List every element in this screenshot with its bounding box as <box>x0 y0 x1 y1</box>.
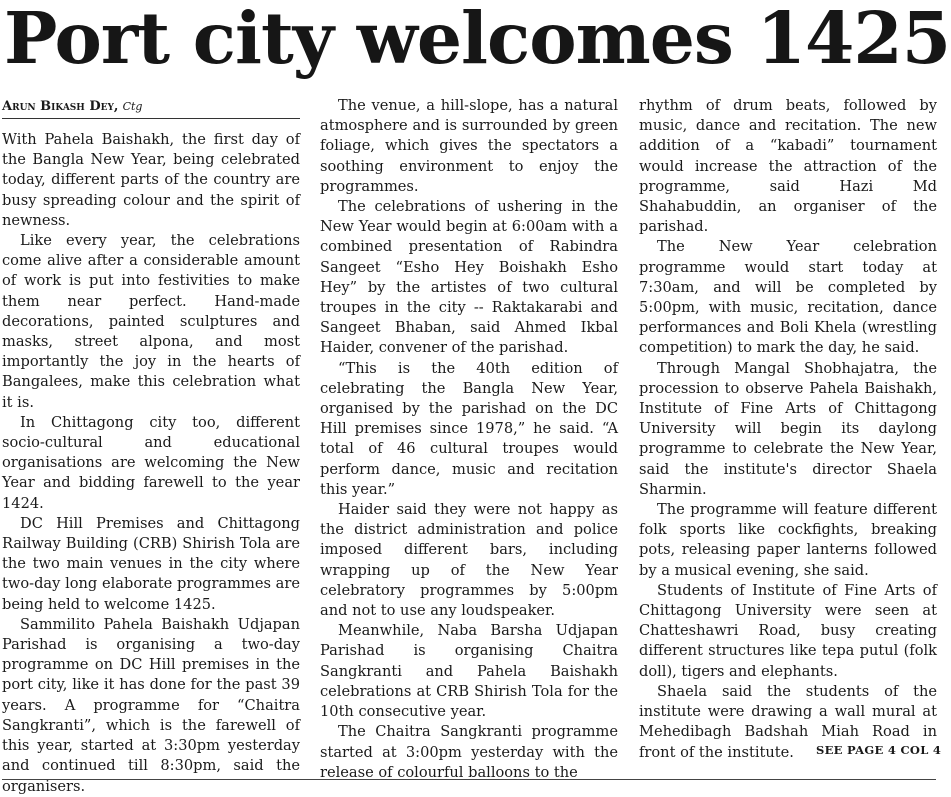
paragraph: Haider said they were not happy as the district administration and police imposed different bars, including wrapping up of the New Year celebratory programmes by 5:00pm and not to use any loudspeaker. <box>320 501 618 620</box>
byline-location: Ctg <box>122 100 143 113</box>
paragraph: In Chittagong city too, different socio-cultural and educational organisations are welcoming the New Year and bidding farewell to the year 1424. <box>2 413 300 512</box>
paragraph: The venue, a hill-slope, has a natural atmosphere and is surrounded by green foliage, which gives the spectators a soothing environment to enjoy the programmes. <box>320 97 618 195</box>
paragraph: Meanwhile, Naba Barsha Udjapan Parishad is organising Chaitra Sangkranti and Pahela Baishakh celebrations at CRB Shirish Tola for the 10th consecutive year. <box>320 622 618 721</box>
paragraph: With Pahela Baishakh, the first day of the Bangla New Year, being celebrated today, different parts of the country are busy spreading colour and the spirit of newness. <box>2 131 300 229</box>
paragraph: rhythm of drum beats, followed by music, dance and recitation. The new addition of a “kabadi” tournament would increase the attraction of the programme, said Hazi Md Shahabuddin, an organiser of the parishad. <box>639 97 937 236</box>
paragraph: Sammilito Pahela Baishakh Udjapan Parishad is organising a two-day programme on DC Hill premises in the port city, like it has done for the past 39 years. A programme for “Chaitra Sangkranti”, which is the farewell of this year, started at 3:30pm yesterday and continued till 8:30pm, said the organisers. <box>2 615 300 795</box>
headline: Port city welcomes 1425 <box>4 0 951 80</box>
paragraph: Students of Institute of Fine Arts of Chittagong University were seen at Chatteshawri Road, busy creating different structures like tepa putul (folk doll), tigers and elephants. <box>639 581 937 680</box>
paragraph: Shaela said the students of the institute were drawing a wall mural at Mehedibagh Badshah Miah Road in front of the institute. <box>639 682 937 761</box>
paragraph: The New Year celebration programme would start today at 7:30am, and will be completed by 5:00pm, with music, recitation, dance performances and Boli Khela (wrestling competition) to mark the day, he said. <box>639 238 937 357</box>
paragraph: “This is the 40th edition of celebrating the Bangla New Year, organised by the parishad on the DC Hill premises since 1978,” he said. “A total of 46 cultural troupes would perform dance, music and recitation this year.” <box>320 359 618 498</box>
paragraph: Through Mangal Shobhajatra, the procession to observe Pahela Baishakh, Institute of Fine Arts of Chittagong University will begin its daylong programme to celebrate the New Year, said the institute's director Shaela Sharmin. <box>639 359 937 498</box>
article-column-2 <box>320 96 618 783</box>
paragraph: The celebrations of ushering in the New Year would begin at 6:00am with a combined presentation of Rabindra Sangeet “Esho Hey Boishakh Esho Hey” by the artistes of two cultural troupes in the city -- Raktakarabi and Sangeet Bhaban, said Ahmed Ikbal Haider, convener of the parishad. <box>320 198 618 357</box>
paragraph: The Chaitra Sangkranti programme started at 3:00pm yesterday with the release of colourful balloons to the <box>320 723 618 781</box>
paragraph: Like every year, the celebrations come alive after a considerable amount of work is put into festivities to make them near perfect. Hand-made decorations, painted sculptures and masks, street alpona, and most importantly the joy in the hearts of Bangalees, make this celebration what it is. <box>2 232 300 411</box>
continuation-note: SEE PAGE 4 COL 4 <box>816 743 942 757</box>
byline-author: Arun Bikash Dey, <box>2 99 119 114</box>
paragraph: The programme will feature different folk sports like cockfights, breaking pots, releasing paper lanterns followed by a musical evening, she said. <box>639 501 937 579</box>
byline <box>2 98 300 119</box>
paragraph: DC Hill Premises and Chittagong Railway Building (CRB) Shirish Tola are the two main venues in the city where two-day long elaborate programmes are being held to welcome 1425. <box>2 514 300 613</box>
article-column-3 <box>639 96 937 763</box>
divider <box>2 779 936 780</box>
article-column-1 <box>2 130 300 797</box>
